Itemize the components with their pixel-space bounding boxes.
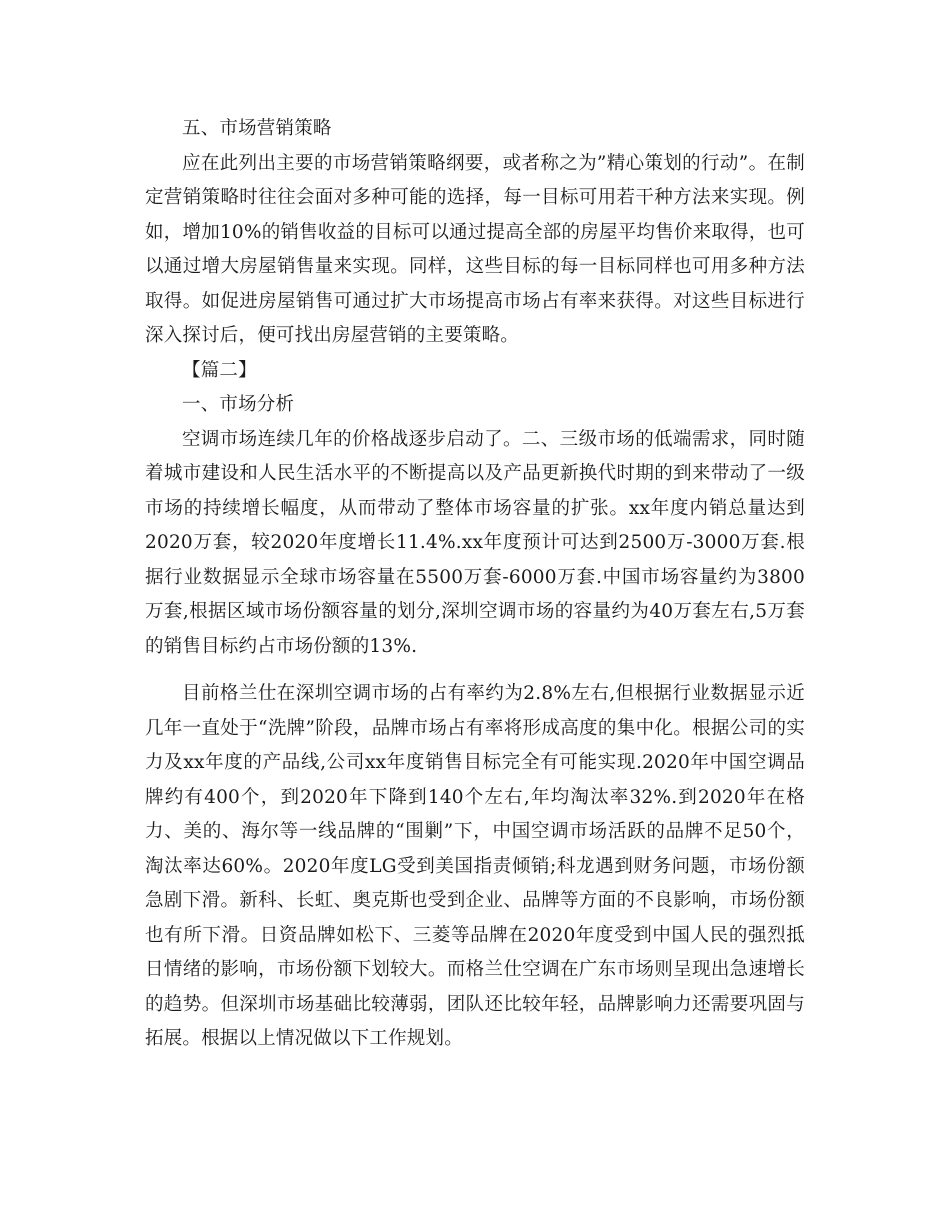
paragraph-marketing-strategy: 应在此列出主要的市场营销策略纲要，或者称之为”精心策划的行动”。在制定营销策略时往往会面对多种可能的选择，每一目标可用若干种方法来实现。例如，增加10%的销售收益的目标可以通过提高全部的房屋平均售价来取得，也可以通过增大房屋销售量来实现。同样，这些目标的每一目标同样也可用多种方法取得。如促进房屋销售可通过扩大市场提高市场占有率来获得。对这些目标进行深入探讨后，便可找出房屋营销的主要策略。 bbox=[145, 152, 805, 346]
paragraph-market-analysis-2: 目前格兰仕在深圳空调市场的占有率约为2.8%左右,但根据行业数据显示近几年一直处于“洗牌”阶段，品牌市场占有率将形成高度的集中化。根据公司的实力及xx年度的产品线,公司xx年度销售目标完全有可能实现.2020年中国空调品牌约有400个，到2020年下降到140个左右,年均淘汰率32%.到2020年在格力、美的、海尔等一线品牌的“围剿”下，中国空调市场活跃的品牌不足50个，淘汰率达60%。2020年度LG受到美国指责倾销;科龙遇到财务问题，市场份额急剧下滑。新科、长虹、奥克斯也受到企业、品牌等方面的不良影响，市场份额也有所下滑。日资品牌如松下、三菱等品牌在2020年度受到中国人民的强烈抵日情绪的影响，市场份额下划较大。而格兰仕空调在广东市场则呈现出急速增长的趋势。但深圳市场基础比较薄弱，团队还比较年轻，品牌影响力还需要巩固与拓展。根据以上情况做以下工作规划。 bbox=[145, 683, 805, 1049]
paragraph-market-analysis-1: 空调市场连续几年的价格战逐步启动了。二、三级市场的低端需求，同时随着城市建设和人民生活水平的不断提高以及产品更新换代时期的到来带动了一级市场的持续增长幅度，从而带动了整体市场容量的扩张。xx年度内销总量达到2020万套，较2020年度增长11.4%.xx年度预计可达到2500万-3000万套.根据行业数据显示全球市场容量在5500万套-6000万套.中国市场容量约为3800万套,根据区域市场份额容量的划分,深圳空调市场的容量约为40万套左右,5万套的销售目标约占市场份额的13%. bbox=[145, 428, 805, 657]
document-page bbox=[145, 112, 805, 1057]
section-heading-market-analysis: 一、市场分析 bbox=[182, 394, 295, 415]
section-heading-marketing-strategy: 五、市场营销策略 bbox=[182, 118, 332, 139]
part-heading-part2: 【篇二】 bbox=[182, 359, 257, 381]
